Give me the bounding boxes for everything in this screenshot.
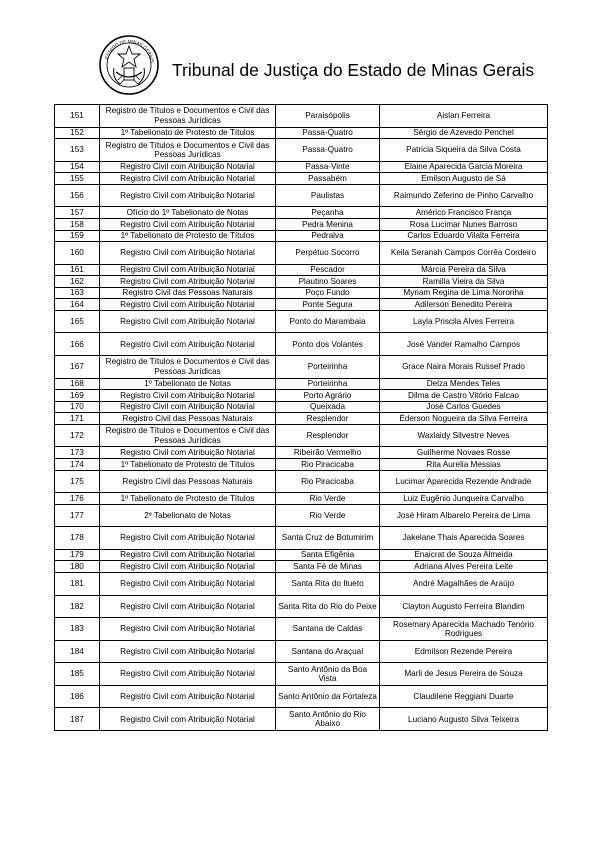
table-row	[55, 299, 548, 311]
table-row	[55, 618, 548, 641]
city-cell: Ponte Segura	[276, 299, 380, 311]
holder-name-cell: Márcia Pereira da Silva	[380, 264, 548, 276]
city-cell: Poço Fundo	[276, 287, 380, 299]
row-number: 157	[55, 207, 100, 219]
row-number: 180	[55, 561, 100, 573]
holder-name-cell: Claudilene Reggiani Duarte	[380, 685, 548, 708]
holder-name-cell: Enaicrat de Souza Almeida	[380, 549, 548, 561]
office-cell: Registro Civil com Atribuição Notarial	[100, 685, 276, 708]
holder-name-cell: Elaine Aparecida Garcia Moreira	[380, 161, 548, 173]
row-number: 159	[55, 230, 100, 242]
city-cell: Paulistas	[276, 184, 380, 207]
office-cell: 1º Tabelionato de Protesto de Títulos	[100, 493, 276, 505]
office-cell: Registro Civil com Atribuição Notarial	[100, 663, 276, 686]
holder-name-cell: Marli de Jesus Pereira de Souza	[380, 663, 548, 686]
office-cell: Registro Civil com Atribuição Notarial	[100, 640, 276, 663]
office-cell: Registro Civil com Atribuição Notarial	[100, 561, 276, 573]
table-row	[55, 139, 548, 162]
city-cell: Rio Piracicaba	[276, 458, 380, 470]
holder-name-cell: Dilma de Castro Vitório Falcao	[380, 390, 548, 402]
row-number: 160	[55, 242, 100, 265]
row-number: 164	[55, 299, 100, 311]
office-cell: Registro Civil com Atribuição Notarial	[100, 447, 276, 459]
table-row	[55, 173, 548, 185]
office-cell: Registro Civil com Atribuição Notarial	[100, 708, 276, 731]
row-number: 158	[55, 218, 100, 230]
office-cell: Registro Civil com Atribuição Notarial	[100, 184, 276, 207]
city-cell: Santo Antônio do Rio Abaixo	[276, 708, 380, 731]
holder-name-cell: José Vander Ramalho Campos	[380, 333, 548, 356]
holder-name-cell: Patricia Siqueira da Silva Costa	[380, 139, 548, 162]
office-cell: Registro Civil com Atribuição Notarial	[100, 572, 276, 595]
office-cell: Registro Civil com Atribuição Notarial	[100, 333, 276, 356]
office-cell: Ofício do 1º Tabelionato de Notas	[100, 207, 276, 219]
row-number: 186	[55, 685, 100, 708]
holder-name-cell: Layla Priscila Alves Ferreira	[380, 310, 548, 333]
city-cell: Santa Rita do Itueto	[276, 572, 380, 595]
office-cell: Registro Civil com Atribuição Notarial	[100, 390, 276, 402]
city-cell: Porteirinha	[276, 356, 380, 379]
office-cell: Registro Civil com Atribuição Notarial	[100, 161, 276, 173]
row-number: 174	[55, 458, 100, 470]
city-cell: Santana de Caldas	[276, 618, 380, 641]
office-cell: Registro Civil com Atribuição Notarial	[100, 173, 276, 185]
office-cell: Registro Civil das Pessoas Naturais	[100, 470, 276, 493]
holder-name-cell: Rosemary Aparecida Machado Tenório Rodrigues	[380, 618, 548, 641]
table-row	[55, 561, 548, 573]
coat-of-arms-icon	[98, 34, 160, 96]
table-row	[55, 401, 548, 413]
table-row	[55, 640, 548, 663]
row-number: 156	[55, 184, 100, 207]
row-number: 153	[55, 139, 100, 162]
table-row	[55, 493, 548, 505]
holder-name-cell: Grace Naira Morais Russef Prado	[380, 356, 548, 379]
city-cell: Peçanha	[276, 207, 380, 219]
holder-name-cell: José Hiram Albarelo Pereira de Lima	[380, 504, 548, 527]
city-cell: Perpétuo Socorro	[276, 242, 380, 265]
holder-name-cell: Edmilson Rezende Pereira	[380, 640, 548, 663]
row-number: 173	[55, 447, 100, 459]
row-number: 165	[55, 310, 100, 333]
row-number: 183	[55, 618, 100, 641]
table-row	[55, 447, 548, 459]
holder-name-cell: Raimundo Zeferino de Pinho Carvalho	[380, 184, 548, 207]
holder-name-cell: Éderson Nogueira da Silva Ferreira	[380, 413, 548, 425]
court-title: Tribunal de Justiça do Estado de Minas Gerais	[172, 60, 535, 80]
row-number: 154	[55, 161, 100, 173]
table-row	[55, 572, 548, 595]
office-cell: Registro Civil com Atribuição Notarial	[100, 549, 276, 561]
holder-name-cell: Waxlaidy Silvestre Neves	[380, 424, 548, 447]
city-cell: Santana do Araçuaí	[276, 640, 380, 663]
table-row	[55, 413, 548, 425]
city-cell: Pedralva	[276, 230, 380, 242]
row-number: 178	[55, 527, 100, 550]
table-row	[55, 378, 548, 390]
office-cell: Registro Civil das Pessoas Naturais	[100, 287, 276, 299]
row-number: 179	[55, 549, 100, 561]
city-cell: Paraisópolis	[276, 105, 380, 128]
table-row	[55, 424, 548, 447]
table-row	[55, 287, 548, 299]
row-number: 175	[55, 470, 100, 493]
holder-name-cell: Jakelane Thais Aparecida Soares	[380, 527, 548, 550]
city-cell: Pescador	[276, 264, 380, 276]
table-row	[55, 161, 548, 173]
city-cell: Ribeirão Vermelho	[276, 447, 380, 459]
row-number: 181	[55, 572, 100, 595]
registry-table	[54, 104, 548, 731]
table-row	[55, 230, 548, 242]
holder-name-cell: Keila Seranah Campos Corrêa Cordeiro	[380, 242, 548, 265]
table-row	[55, 504, 548, 527]
city-cell: Passa-Quatro	[276, 127, 380, 139]
city-cell: Plautino Soares	[276, 276, 380, 288]
holder-name-cell: Adilerson Benedito Pereira	[380, 299, 548, 311]
table-row	[55, 184, 548, 207]
row-number: 167	[55, 356, 100, 379]
svg-text:ESTADO DE MINAS GERAIS: ESTADO DE MINAS GERAIS	[103, 38, 155, 63]
city-cell: Santo Antônio da Boa Vista	[276, 663, 380, 686]
city-cell: Santa Fé de Minas	[276, 561, 380, 573]
office-cell: Registro Civil com Atribuição Notarial	[100, 276, 276, 288]
table-row	[55, 333, 548, 356]
office-cell: Registro Civil das Pessoas Naturais	[100, 413, 276, 425]
holder-name-cell: Sérgio de Azevedo Penchel	[380, 127, 548, 139]
row-number: 162	[55, 276, 100, 288]
row-number: 176	[55, 493, 100, 505]
table-row	[55, 310, 548, 333]
row-number: 169	[55, 390, 100, 402]
city-cell: Santo Antônio da Fortaleza	[276, 685, 380, 708]
holder-name-cell: Emilson Augusto de Sá	[380, 173, 548, 185]
holder-name-cell: Lucimar Aparecida Rezende Andrade	[380, 470, 548, 493]
table-row	[55, 458, 548, 470]
row-number: 182	[55, 595, 100, 618]
office-cell: Registro Civil com Atribuição Notarial	[100, 264, 276, 276]
row-number: 177	[55, 504, 100, 527]
office-cell: Registro Civil com Atribuição Notarial	[100, 595, 276, 618]
city-cell: Ponto dos Volantes	[276, 333, 380, 356]
holder-name-cell: Rita Aurelia Messias	[380, 458, 548, 470]
office-cell: 1º Tabelionato de Protesto de Títulos	[100, 230, 276, 242]
row-number: 170	[55, 401, 100, 413]
table-row	[55, 663, 548, 686]
office-cell: Registro Civil com Atribuição Notarial	[100, 527, 276, 550]
holder-name-cell: Delza Mendes Teles	[380, 378, 548, 390]
holder-name-cell: José Carlos Guedes	[380, 401, 548, 413]
office-cell: 2º Tabelionato de Notas	[100, 504, 276, 527]
table-row	[55, 218, 548, 230]
row-number: 172	[55, 424, 100, 447]
office-cell: Registro Civil com Atribuição Notarial	[100, 242, 276, 265]
page-header	[98, 34, 538, 94]
office-cell: Registro Civil com Atribuição Notarial	[100, 401, 276, 413]
holder-name-cell: Luiz Eugênio Junqueira Carvalho	[380, 493, 548, 505]
office-cell: Registro Civil com Atribuição Notarial	[100, 310, 276, 333]
city-cell: Pedra Menina	[276, 218, 380, 230]
row-number: 171	[55, 413, 100, 425]
office-cell: 1º Tabelionato de Protesto de Títulos	[100, 458, 276, 470]
table-row	[55, 470, 548, 493]
city-cell: Santa Cruz de Botumirim	[276, 527, 380, 550]
table-row	[55, 549, 548, 561]
table-row	[55, 390, 548, 402]
table-row	[55, 276, 548, 288]
holder-name-cell: Américo Francisco França	[380, 207, 548, 219]
office-cell: Registro de Títulos e Documentos e Civil das Pessoas Jurídicas	[100, 356, 276, 379]
row-number: 187	[55, 708, 100, 731]
row-number: 166	[55, 333, 100, 356]
row-number: 163	[55, 287, 100, 299]
city-cell: Rio Verde	[276, 504, 380, 527]
city-cell: Passa-Vinte	[276, 161, 380, 173]
table-row	[55, 595, 548, 618]
table-row	[55, 264, 548, 276]
office-cell: 1º Tabelionato de Protesto de Títulos	[100, 127, 276, 139]
table-row	[55, 527, 548, 550]
city-cell: Resplendor	[276, 424, 380, 447]
holder-name-cell: Aislan Ferreira	[380, 105, 548, 128]
city-cell: Santa Efigênia	[276, 549, 380, 561]
holder-name-cell: Carlos Eduardo Vilalta Ferreira	[380, 230, 548, 242]
table-row	[55, 242, 548, 265]
holder-name-cell: Clayton Augusto Ferreira Blandim	[380, 595, 548, 618]
holder-name-cell: Myriam Regina de Lima Noronha	[380, 287, 548, 299]
holder-name-cell: Rosa Lucimar Nunes Barroso	[380, 218, 548, 230]
city-cell: Passabém	[276, 173, 380, 185]
city-cell: Porto Agrário	[276, 390, 380, 402]
row-number: 185	[55, 663, 100, 686]
holder-name-cell: Ramilla Vieira da Silva	[380, 276, 548, 288]
city-cell: Passa-Quatro	[276, 139, 380, 162]
city-cell: Santa Rita do Rio do Peixe	[276, 595, 380, 618]
table-row	[55, 127, 548, 139]
row-number: 168	[55, 378, 100, 390]
office-cell: 1º Tabelionato de Notas	[100, 378, 276, 390]
city-cell: Ponto do Marambaia	[276, 310, 380, 333]
table-row	[55, 105, 548, 128]
row-number: 155	[55, 173, 100, 185]
table-row	[55, 207, 548, 219]
row-number: 151	[55, 105, 100, 128]
registry-table-body	[55, 105, 548, 731]
office-cell: Registro de Títulos e Documentos e Civil das Pessoas Jurídicas	[100, 424, 276, 447]
city-cell: Rio Verde	[276, 493, 380, 505]
holder-name-cell: Luciano Augusto Silva Teixeira	[380, 708, 548, 731]
office-cell: Registro de Títulos e Documentos e Civil das Pessoas Jurídicas	[100, 139, 276, 162]
office-cell: Registro Civil com Atribuição Notarial	[100, 218, 276, 230]
office-cell: Registro Civil com Atribuição Notarial	[100, 618, 276, 641]
table-row	[55, 708, 548, 731]
office-cell: Registro de Títulos e Documentos e Civil das Pessoas Jurídicas	[100, 105, 276, 128]
holder-name-cell: Adriana Alves Pereira Leite	[380, 561, 548, 573]
office-cell: Registro Civil com Atribuição Notarial	[100, 299, 276, 311]
row-number: 161	[55, 264, 100, 276]
table-row	[55, 356, 548, 379]
city-cell: Resplendor	[276, 413, 380, 425]
table-row	[55, 685, 548, 708]
city-cell: Queixada	[276, 401, 380, 413]
city-cell: Porteirinha	[276, 378, 380, 390]
holder-name-cell: Guilherme Novaes Rosse	[380, 447, 548, 459]
city-cell: Rio Piracicaba	[276, 470, 380, 493]
row-number: 152	[55, 127, 100, 139]
holder-name-cell: André Magalhães de Araújo	[380, 572, 548, 595]
row-number: 184	[55, 640, 100, 663]
